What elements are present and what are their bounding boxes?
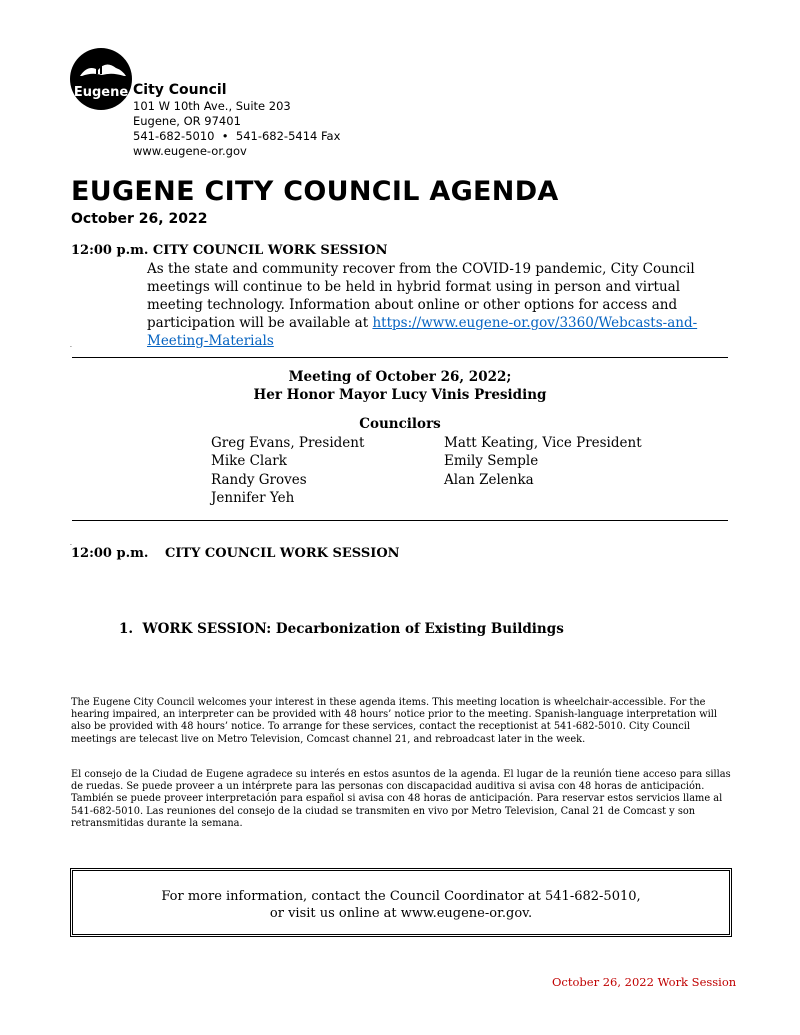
councilor-name: Randy Groves (211, 472, 307, 488)
councilor-name: Mike Clark (211, 453, 287, 469)
webcasts-link[interactable]: https://www.eugene-or.gov/3360/Webcasts-and-Meeting-Materials (147, 315, 698, 349)
councilor-name: Greg Evans, President (211, 435, 365, 451)
work-session-notice (147, 260, 737, 350)
divider (72, 520, 728, 521)
accessibility-notice-spanish: El consejo de la Ciudad de Eugene agradece su interés en estos asuntos de la agenda. El lugar de la reunión tiene acceso para sillas de ruedas. Se puede proveer a un intérprete para las personas con discapacidad auditiva si avisa con 48 horas de anticipación. También se puede proveer interpretación para español si avisa con 48 horas de anticipación. Para reservar estos servicios llame al 541-682-5010. Las reuniones del consejo de la ciudad se transmiten en vivo por Metro Television, Canal 21 de Comcast y son retransmitidas durante la semana. (71, 769, 731, 829)
contact-line-1: For more information, contact the Council Coordinator at 541-682-5010, (161, 889, 641, 904)
presiding-officer: Her Honor Mayor Lucy Vinis Presiding (253, 387, 547, 403)
councilor-name: Alan Zelenka (444, 472, 534, 488)
divider (72, 357, 728, 358)
work-session-heading: 12:00 p.m. CITY COUNCIL WORK SESSION (71, 243, 388, 258)
phone-fax: 541-682-5010 • 541-682-5414 Fax (133, 129, 341, 143)
notice-text: As the state and community recover from the COVID-19 pandemic, City Council meetings will continue to be held in hybrid format using in person and virtual meeting technology. Information about online or other options for access and participation will be available at (147, 261, 695, 331)
contact-line-2: or visit us online at www.eugene-or.gov. (269, 906, 533, 921)
agenda-date: October 26, 2022 (71, 211, 208, 227)
session-title: CITY COUNCIL WORK SESSION (165, 546, 400, 561)
session-time: 12:00 p.m. (71, 546, 149, 561)
councilor-name: Emily Semple (444, 453, 539, 469)
dot-marker: . (70, 342, 72, 349)
dot-marker: . (70, 540, 72, 547)
logo-text: Eugene (73, 85, 129, 100)
agenda-item: 1. WORK SESSION: Decarbonization of Existing Buildings (119, 621, 564, 637)
councilor-name: Matt Keating, Vice President (444, 435, 642, 451)
page-footer: October 26, 2022 Work Session (552, 975, 737, 989)
agenda-title: EUGENE CITY COUNCIL AGENDA (71, 176, 559, 207)
website: www.eugene-or.gov (133, 144, 247, 158)
meeting-title: Meeting of October 26, 2022; (288, 369, 512, 385)
org-name: City Council (133, 82, 227, 98)
contact-box (70, 868, 732, 937)
accessibility-notice-english: The Eugene City Council welcomes your interest in these agenda items. This meeting location is wheelchair-accessible. For the hearing impaired, an interpreter can be provided with 48 hours’ notice prior to the meeting. Spanish-language interpretation will also be provided with 48 hours’ notice. To arrange for these services, contact the receptionist at 541-682-5010. City Council meetings are telecast live on Metro Television, Comcast channel 21, and rebroadcast later in the week. (71, 697, 718, 745)
address-line-1: 101 W 10th Ave., Suite 203 (133, 99, 291, 113)
eugene-logo (68, 46, 134, 112)
councilor-name: Jennifer Yeh (211, 490, 295, 506)
address-line-2: Eugene, OR 97401 (133, 114, 241, 128)
councilors-heading: Councilors (359, 416, 441, 432)
